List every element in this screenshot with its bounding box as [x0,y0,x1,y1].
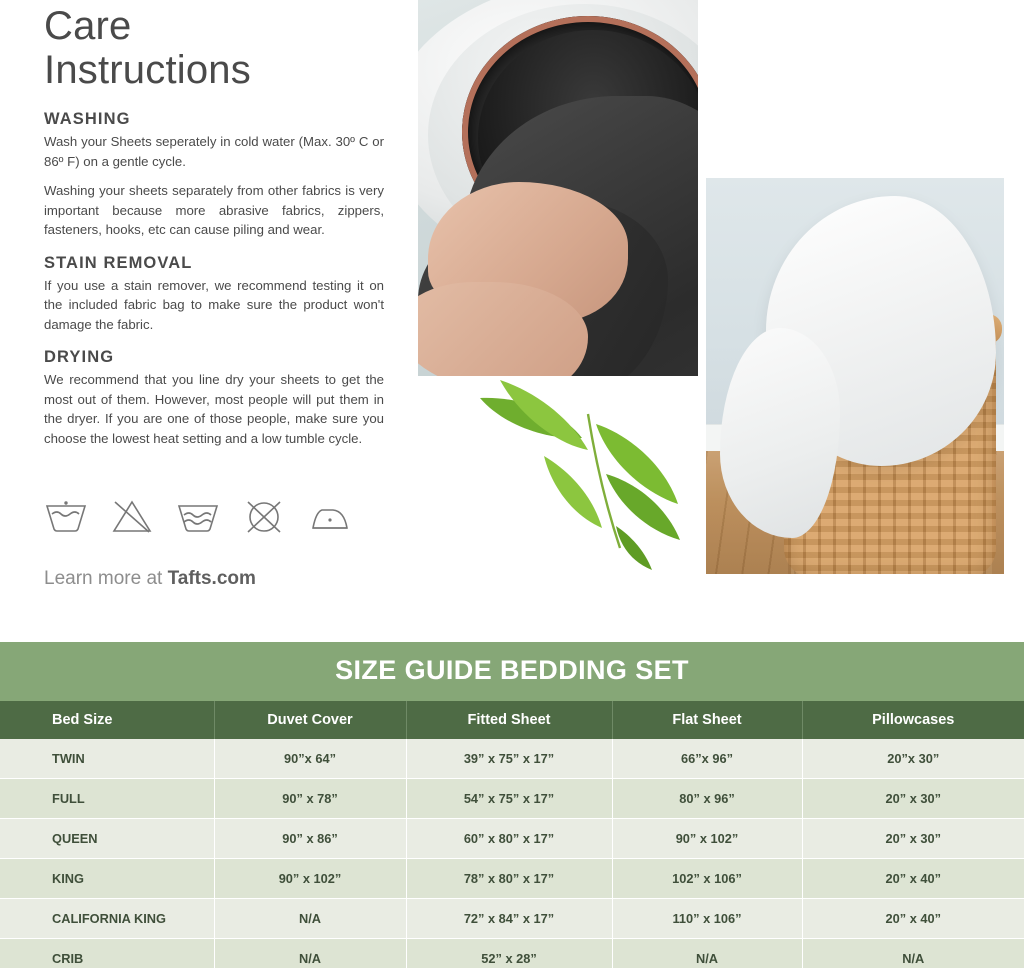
cell-pillowcases: 20” x 30” [802,819,1024,859]
page-title [44,4,384,92]
cell-pillowcases: 20”x 30” [802,739,1024,779]
washing-machine-photo [418,0,698,376]
section-drying [44,348,384,448]
cell-duvet-cover: 90” x 86” [214,819,406,859]
column-header-flat-sheet: Flat Sheet [612,701,802,739]
cell-duvet-cover: 90” x 78” [214,779,406,819]
cell-flat-sheet: 110” x 106” [612,899,802,939]
cell-pillowcases: 20” x 40” [802,899,1024,939]
column-header-bed-size: Bed Size [0,701,214,739]
column-header-pillowcases: Pillowcases [802,701,1024,739]
do-not-dry-clean-icon [242,498,286,538]
section-text-washing-2: Washing your sheets separately from other fabrics is very important because more abrasive fabrics, zippers, fasteners, hooks, etc can cause piling and wear. [44,183,384,238]
cell-pillowcases: N/A [802,939,1024,968]
page-title-line-1: Care [44,4,132,48]
learn-more-line[interactable] [44,568,256,590]
section-heading-drying: DRYING [44,348,115,367]
cell-fitted-sheet: 52” x 28” [406,939,612,968]
care-instructions-column [44,4,384,462]
column-header-fitted-sheet: Fitted Sheet [406,701,612,739]
cell-fitted-sheet: 54” x 75” x 17” [406,779,612,819]
cell-pillowcases: 20” x 40” [802,859,1024,899]
table-row [0,859,1024,899]
cell-bed-size: CRIB [0,939,214,968]
size-guide-title: SIZE GUIDE BEDDING SET [0,642,1024,701]
cell-duvet-cover: N/A [214,899,406,939]
hand-wash-icon [176,498,220,538]
cell-fitted-sheet: 78” x 80” x 17” [406,859,612,899]
section-text-drying: We recommend that you line dry your sheets to get the most out of them. However, most people will put them in the dryer. If you are one of those people, make sure you choose the lowest heat setting and a low tumble cycle. [44,372,384,446]
cell-flat-sheet: 102” x 106” [612,859,802,899]
machine-wash-cold-icon [44,498,88,538]
section-washing [44,110,384,240]
cell-bed-size: CALIFORNIA KING [0,899,214,939]
section-text-washing-1: Wash your Sheets seperately in cold water (Max. 30º C or 86º F) on a gentle cycle. [44,134,384,169]
cell-bed-size: FULL [0,779,214,819]
cell-duvet-cover: N/A [214,939,406,968]
cell-flat-sheet: 66”x 96” [612,739,802,779]
bamboo-leaves-illustration [470,378,700,578]
cell-fitted-sheet: 60” x 80” x 17” [406,819,612,859]
size-guide-section [0,642,1024,968]
brand-link[interactable]: Tafts.com [167,568,256,589]
section-heading-washing: WASHING [44,110,131,128]
cell-bed-size: TWIN [0,739,214,779]
table-row [0,779,1024,819]
column-header-duvet-cover: Duvet Cover [214,701,406,739]
cell-pillowcases: 20” x 30” [802,779,1024,819]
care-symbol-row [44,498,352,538]
size-guide-table [0,701,1024,968]
table-row [0,819,1024,859]
cell-duvet-cover: 90”x 64” [214,739,406,779]
learn-more-prefix: Learn more at [44,568,168,589]
cell-flat-sheet: 80” x 96” [612,779,802,819]
cell-bed-size: QUEEN [0,819,214,859]
section-text-stain-removal: If you use a stain remover, we recommend testing it on the included fabric bag to make sure the product won't damage the fabric. [44,277,384,332]
cell-fitted-sheet: 39” x 75” x 17” [406,739,612,779]
table-header-row [0,701,1024,739]
cell-flat-sheet: 90” x 102” [612,819,802,859]
section-heading-stain-removal: STAIN REMOVAL [44,253,193,272]
laundry-basket-photo [706,178,1004,574]
iron-low-icon [308,498,352,538]
do-not-bleach-icon [110,498,154,538]
page-title-line-2: Instructions [44,48,251,92]
table-row [0,899,1024,939]
cell-fitted-sheet: 72” x 84” x 17” [406,899,612,939]
cell-bed-size: KING [0,859,214,899]
cell-flat-sheet: N/A [612,939,802,968]
table-row [0,939,1024,968]
section-stain-removal [44,254,384,335]
table-row [0,739,1024,779]
cell-duvet-cover: 90” x 102” [214,859,406,899]
